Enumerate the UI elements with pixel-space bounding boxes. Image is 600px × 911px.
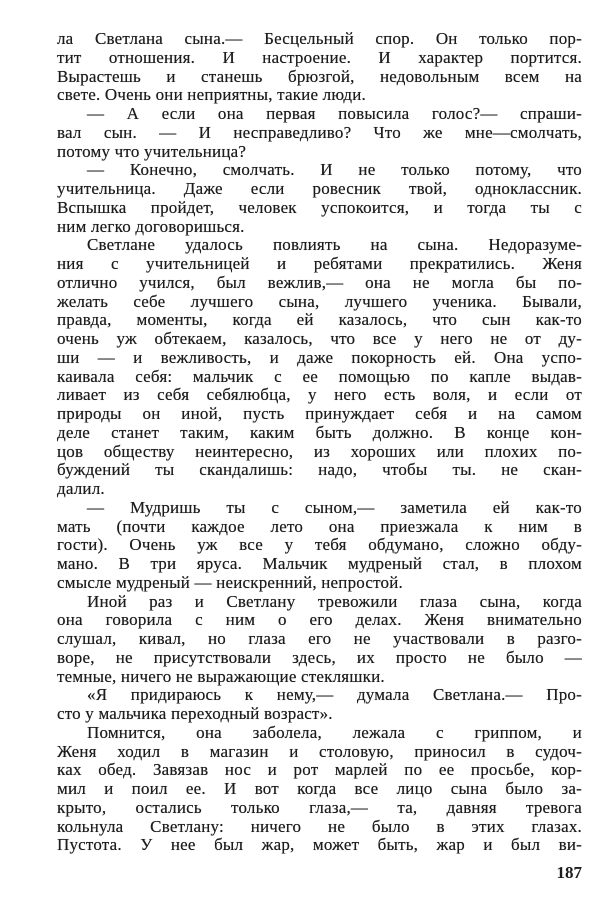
paragraph [57,686,582,724]
text-line: отлично учился, был вежлив,— она не могла бы по- [57,272,582,292]
paragraph [57,161,582,236]
text-line: она говорила с ним о его делах. Женя внимательно [57,610,582,630]
text-line: Помнится, она заболела, лежала с гриппом, и [87,722,582,742]
text-line: желать себе лучшего сына, лучшего ученика. Бывали, [57,291,582,311]
text-line: Женя ходил в магазин и столовую, приносил в судоч- [57,741,582,761]
text-line: буждений ты скандалишь: надо, чтобы ты. не скан- [57,460,582,480]
text-line: «Я придираюсь к нему,— думала Светлана.— Про- [87,685,582,705]
page-body [57,30,582,855]
text-line: тит отношения. И настроение. И характер портится. [57,47,582,67]
text-line: далил. [57,479,105,498]
text-line: Пустота. У нее был жар, может быть, жар и был ви- [57,835,582,855]
text-line: потому что учительница? [57,141,247,161]
text-line: ливает из себя себялюбца, у него есть воля, и если от [57,385,582,405]
text-line: крыто, остались только глаза,— та, давняя тревога [57,797,582,817]
text-line: ках обед. Завязав нос и рот марлей по ее просьбе, кор- [57,760,582,780]
paragraph [57,105,582,161]
text-line: мано. В три яруса. Мальчик мудреный стал, в плохом [57,554,582,573]
text-line: гости). Очень уж все у тебя обдумано, сложно обду- [57,535,582,555]
text-line: смысле мудреный — неискренний, непростой. [57,572,403,592]
text-line: ния с учительницей и ребятами прекратились. Женя [57,254,582,273]
text-line: Вспышка пройдет, человек успокоится, и тогда ты с [57,197,582,217]
text-line: правда, моменты, когда ей казалось, что сын как-то [57,310,582,330]
text-line: слушал, кивал, но глаза его не участвовали в разго- [57,629,582,648]
text-line: Иной раз и Светлану тревожили глаза сына, когда [87,591,582,611]
text-line: свете. Очень они неприятны, такие люди. [57,85,366,105]
text-line: кольнула Светлану: ничего не было в этих глазах. [57,816,582,836]
text-line: — А если она первая повысила голос?— спраши- [87,104,582,123]
text-line: — Конечно, смолчать. И не только потому, что [87,160,582,180]
paragraph [57,724,582,855]
text-line: деле станет таким, каким быть должно. В конце кон- [57,422,582,442]
text-line: ним легко договоришься. [57,216,245,236]
text-line: ши — и вежливость, и даже покорность ей. Она успо- [57,347,582,367]
paragraph [57,499,582,593]
text-line: ла Светлана сына.— Бесцельный спор. Он только пор- [57,29,582,48]
paragraph [57,593,582,687]
paragraph [57,236,582,499]
text-line: учительница. Даже если ровесник твой, одноклассник. [57,179,582,198]
text-line: Вырастешь и станешь брюзгой, недовольным всем на [57,66,582,86]
text-line: цов обществу неинтересно, из хороших или плохих по- [57,441,582,461]
text-line: Светлане удалось повлиять на сына. Недоразуме- [87,235,582,255]
text-line: мил и поил ее. И вот когда все лицо сына было за- [57,779,582,798]
text-line: мать (почти каждое лето она приезжала к ним в [57,516,582,536]
text-line: очень уж обтекаем, казалось, что все у него не от ду- [57,329,582,348]
page-number: 187 [556,863,582,882]
text-line: каивала себя: мальчик с ее помощью по капле выдав- [57,366,582,386]
text-line: воре, не присутствовали здесь, их просто не было — [57,647,582,667]
text-line: сто у мальчика переходный возраст». [57,704,333,723]
text-line: — Мудришь ты с сыном,— заметила ей как-то [87,497,582,517]
text-line: природы он иной, пусть принуждает себя и на самом [57,404,582,423]
paragraph [57,30,582,105]
text-line: вал сын. — И несправедливо? Что же мне—смолчать, [57,122,582,142]
text-line: темные, ничего не выражающие стекляшки. [57,666,385,686]
